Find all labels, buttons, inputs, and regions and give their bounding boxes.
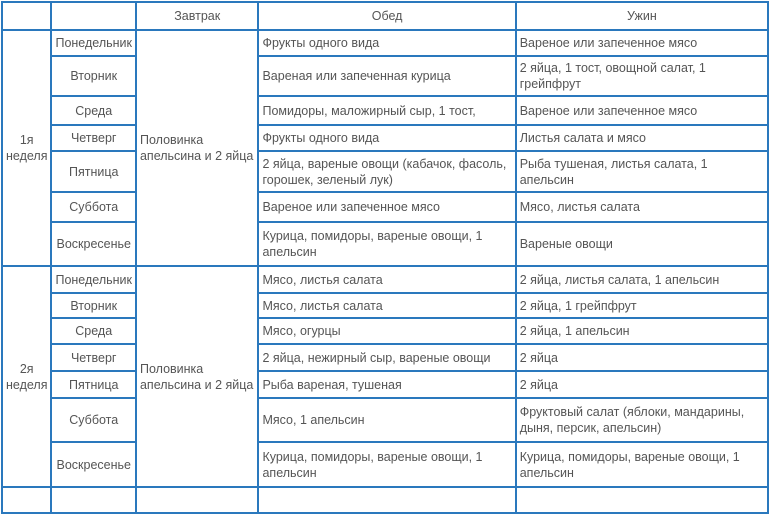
header-breakfast: Завтрак [136, 2, 258, 30]
day-cell: Суббота [51, 192, 136, 222]
table-row [2, 125, 768, 151]
header-lunch: Обед [258, 2, 515, 30]
dinner-cell: Вареные овощи [516, 222, 768, 266]
table-row [2, 318, 768, 344]
table-row [2, 30, 768, 56]
dinner-cell: Фруктовый салат (яблоки, мандарины, дыня, персик, апельсин) [516, 398, 768, 442]
lunch-cell: Мясо, листья салата [258, 293, 515, 318]
day-cell: Среда [51, 96, 136, 125]
dinner-cell: Вареное или запеченное мясо [516, 96, 768, 125]
table-row [2, 371, 768, 398]
header-row [2, 2, 768, 30]
lunch-cell: Вареное или запеченное мясо [258, 192, 515, 222]
dinner-cell: 2 яйца [516, 371, 768, 398]
day-cell: Четверг [51, 344, 136, 371]
header-dinner: Ужин [516, 2, 768, 30]
table-row [2, 344, 768, 371]
lunch-cell: 2 яйца, вареные овощи (кабачок, фасоль, горошек, зеленый лук) [258, 151, 515, 192]
lunch-cell: 2 яйца, нежирный сыр, вареные овощи [258, 344, 515, 371]
day-cell: Понедельник [51, 266, 136, 293]
week-label: 2я неделя [2, 266, 51, 487]
dinner-cell: Курица, помидоры, вареные овощи, 1 апельсин [516, 442, 768, 487]
day-cell: Пятница [51, 151, 136, 192]
lunch-cell: Фрукты одного вида [258, 125, 515, 151]
table-row [2, 398, 768, 442]
dinner-cell: 2 яйца, листья салата, 1 апельсин [516, 266, 768, 293]
lunch-cell: Мясо, листья салата [258, 266, 515, 293]
day-cell: Среда [51, 318, 136, 344]
lunch-cell: Вареная или запеченная курица [258, 56, 515, 96]
lunch-cell: Помидоры, маложирный сыр, 1 тост, [258, 96, 515, 125]
day-cell: Вторник [51, 56, 136, 96]
dinner-cell: Листья салата и мясо [516, 125, 768, 151]
dinner-cell: Рыба тушеная, листья салата, 1 апельсин [516, 151, 768, 192]
day-cell: Вторник [51, 293, 136, 318]
day-cell: Понедельник [51, 30, 136, 56]
table-row [2, 56, 768, 96]
dinner-cell: 2 яйца [516, 344, 768, 371]
day-cell: Воскресенье [51, 222, 136, 266]
breakfast-cell: Половинка апельсина и 2 яйца [136, 30, 258, 266]
table-row [2, 266, 768, 293]
table-row [2, 293, 768, 318]
table-row [2, 222, 768, 266]
lunch-cell: Фрукты одного вида [258, 30, 515, 56]
table-row [2, 442, 768, 487]
dinner-cell: Вареное или запеченное мясо [516, 30, 768, 56]
lunch-cell: Мясо, огурцы [258, 318, 515, 344]
lunch-cell: Рыба вареная, тушеная [258, 371, 515, 398]
dinner-cell: 2 яйца, 1 грейпфрут [516, 293, 768, 318]
dinner-cell: 2 яйца, 1 тост, овощной салат, 1 грейпфрут [516, 56, 768, 96]
lunch-cell: Курица, помидоры, вареные овощи, 1 апельсин [258, 442, 515, 487]
lunch-cell: Мясо, 1 апельсин [258, 398, 515, 442]
header-empty-1 [2, 2, 51, 30]
table-row [2, 192, 768, 222]
dinner-cell: 2 яйца, 1 апельсин [516, 318, 768, 344]
dinner-cell: Мясо, листья салата [516, 192, 768, 222]
table-row-partial [2, 487, 768, 513]
table-row [2, 96, 768, 125]
lunch-cell: Курица, помидоры, вареные овощи, 1 апельсин [258, 222, 515, 266]
breakfast-cell: Половинка апельсина и 2 яйца [136, 266, 258, 487]
day-cell: Суббота [51, 398, 136, 442]
day-cell: Воскресенье [51, 442, 136, 487]
week-label: 1я неделя [2, 30, 51, 266]
header-empty-2 [51, 2, 136, 30]
day-cell: Четверг [51, 125, 136, 151]
day-cell: Пятница [51, 371, 136, 398]
diet-table [1, 1, 769, 514]
table-row [2, 151, 768, 192]
